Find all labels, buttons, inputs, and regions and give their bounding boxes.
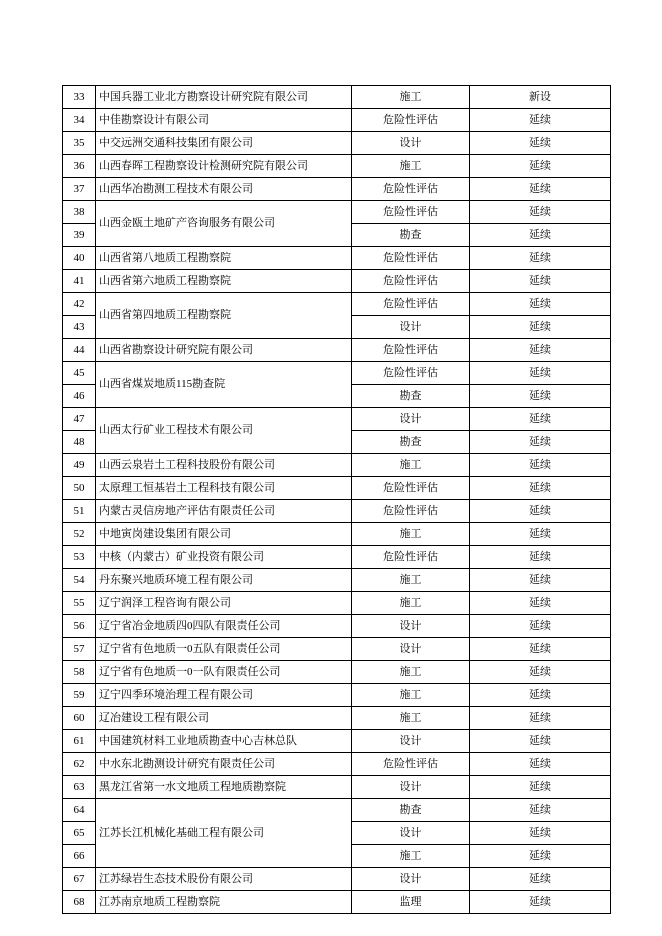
company-name-cell: 江苏长江机械化基础工程有限公司 (96, 799, 352, 868)
status-cell: 延续 (470, 799, 611, 822)
qualification-type-cell: 危险性评估 (352, 293, 470, 316)
table-row (63, 546, 611, 569)
status-cell: 延续 (470, 362, 611, 385)
status-cell: 延续 (470, 546, 611, 569)
table-row (63, 523, 611, 546)
company-name-cell: 中地寅岗建设集团有限公司 (96, 523, 352, 546)
table-row (63, 799, 611, 822)
row-number-cell: 58 (63, 661, 96, 684)
company-name-cell: 山西省勘察设计研究院有限公司 (96, 339, 352, 362)
row-number-cell: 43 (63, 316, 96, 339)
qualification-type-cell: 施工 (352, 569, 470, 592)
qualification-type-cell: 施工 (352, 523, 470, 546)
company-name-cell: 山西春晖工程勘察设计检测研究院有限公司 (96, 155, 352, 178)
qualification-type-cell: 施工 (352, 845, 470, 868)
table-row (63, 776, 611, 799)
company-name-cell: 太原理工恒基岩土工程科技有限公司 (96, 477, 352, 500)
company-name-cell: 山西华冶勘测工程技术有限公司 (96, 178, 352, 201)
qualification-type-cell: 设计 (352, 408, 470, 431)
company-name-cell: 山西太行矿业工程技术有限公司 (96, 408, 352, 454)
row-number-cell: 46 (63, 385, 96, 408)
table-row (63, 270, 611, 293)
table-row (63, 500, 611, 523)
row-number-cell: 40 (63, 247, 96, 270)
status-cell: 延续 (470, 868, 611, 891)
company-name-cell: 丹东聚兴地质环境工程有限公司 (96, 569, 352, 592)
status-cell: 延续 (470, 477, 611, 500)
table-row (63, 247, 611, 270)
qualification-type-cell: 设计 (352, 132, 470, 155)
qualification-type-cell: 监理 (352, 891, 470, 914)
status-cell: 延续 (470, 569, 611, 592)
table-row (63, 454, 611, 477)
qualification-type-cell: 施工 (352, 592, 470, 615)
status-cell: 延续 (470, 891, 611, 914)
status-cell: 延续 (470, 293, 611, 316)
row-number-cell: 57 (63, 638, 96, 661)
company-name-cell: 辽冶建设工程有限公司 (96, 707, 352, 730)
qualification-type-cell: 施工 (352, 86, 470, 109)
qualification-type-cell: 设计 (352, 776, 470, 799)
status-cell: 延续 (470, 638, 611, 661)
table-row (63, 661, 611, 684)
status-cell: 延续 (470, 201, 611, 224)
table-row (63, 730, 611, 753)
status-cell: 延续 (470, 684, 611, 707)
qualification-type-cell: 勘查 (352, 224, 470, 247)
qualification-type-cell: 设计 (352, 615, 470, 638)
table-row (63, 868, 611, 891)
qualification-type-cell: 危险性评估 (352, 247, 470, 270)
row-number-cell: 62 (63, 753, 96, 776)
company-name-cell: 辽宁省有色地质一0一队有限责任公司 (96, 661, 352, 684)
qualification-type-cell: 施工 (352, 155, 470, 178)
company-name-cell: 辽宁四季环境治理工程有限公司 (96, 684, 352, 707)
table-row (63, 362, 611, 385)
status-cell: 延续 (470, 270, 611, 293)
status-cell: 延续 (470, 615, 611, 638)
row-number-cell: 64 (63, 799, 96, 822)
row-number-cell: 53 (63, 546, 96, 569)
company-name-cell: 山西省第六地质工程勘察院 (96, 270, 352, 293)
qualification-type-cell: 施工 (352, 454, 470, 477)
qualification-type-cell: 设计 (352, 316, 470, 339)
company-name-cell: 中国建筑材料工业地质勘查中心吉林总队 (96, 730, 352, 753)
status-cell: 延续 (470, 109, 611, 132)
qualification-type-cell: 勘查 (352, 431, 470, 454)
qualification-type-cell: 勘查 (352, 799, 470, 822)
row-number-cell: 65 (63, 822, 96, 845)
table-row (63, 293, 611, 316)
status-cell: 延续 (470, 661, 611, 684)
company-name-cell: 中交远洲交通科技集团有限公司 (96, 132, 352, 155)
qualification-table-body (63, 86, 611, 914)
row-number-cell: 52 (63, 523, 96, 546)
qualification-type-cell: 危险性评估 (352, 477, 470, 500)
status-cell: 延续 (470, 730, 611, 753)
status-cell: 延续 (470, 431, 611, 454)
company-name-cell: 山西省第四地质工程勘察院 (96, 293, 352, 339)
table-row (63, 638, 611, 661)
company-name-cell: 内蒙古灵信房地产评估有限责任公司 (96, 500, 352, 523)
row-number-cell: 41 (63, 270, 96, 293)
status-cell: 延续 (470, 132, 611, 155)
company-name-cell: 江苏绿岩生态技术股份有限公司 (96, 868, 352, 891)
row-number-cell: 48 (63, 431, 96, 454)
table-row (63, 753, 611, 776)
row-number-cell: 35 (63, 132, 96, 155)
row-number-cell: 63 (63, 776, 96, 799)
table-row (63, 408, 611, 431)
table-row (63, 339, 611, 362)
row-number-cell: 61 (63, 730, 96, 753)
company-name-cell: 山西省煤炭地质115勘查院 (96, 362, 352, 408)
row-number-cell: 33 (63, 86, 96, 109)
status-cell: 新设 (470, 86, 611, 109)
row-number-cell: 37 (63, 178, 96, 201)
status-cell: 延续 (470, 753, 611, 776)
status-cell: 延续 (470, 592, 611, 615)
qualification-type-cell: 施工 (352, 684, 470, 707)
company-name-cell: 山西云泉岩土工程科技股份有限公司 (96, 454, 352, 477)
qualification-type-cell: 危险性评估 (352, 201, 470, 224)
qualification-type-cell: 危险性评估 (352, 109, 470, 132)
row-number-cell: 39 (63, 224, 96, 247)
qualification-type-cell: 设计 (352, 730, 470, 753)
status-cell: 延续 (470, 155, 611, 178)
table-row (63, 86, 611, 109)
table-row (63, 569, 611, 592)
company-name-cell: 辽宁润泽工程咨询有限公司 (96, 592, 352, 615)
table-row (63, 155, 611, 178)
table-row (63, 178, 611, 201)
company-name-cell: 辽宁省有色地质一0五队有限责任公司 (96, 638, 352, 661)
row-number-cell: 42 (63, 293, 96, 316)
status-cell: 延续 (470, 247, 611, 270)
status-cell: 延续 (470, 178, 611, 201)
qualification-type-cell: 危险性评估 (352, 178, 470, 201)
qualification-type-cell: 施工 (352, 661, 470, 684)
status-cell: 延续 (470, 385, 611, 408)
status-cell: 延续 (470, 316, 611, 339)
status-cell: 延续 (470, 454, 611, 477)
table-row (63, 592, 611, 615)
company-name-cell: 江苏南京地质工程勘察院 (96, 891, 352, 914)
table-row (63, 891, 611, 914)
qualification-type-cell: 危险性评估 (352, 339, 470, 362)
status-cell: 延续 (470, 224, 611, 247)
row-number-cell: 68 (63, 891, 96, 914)
row-number-cell: 34 (63, 109, 96, 132)
row-number-cell: 47 (63, 408, 96, 431)
qualification-type-cell: 危险性评估 (352, 362, 470, 385)
qualification-type-cell: 设计 (352, 638, 470, 661)
table-row (63, 477, 611, 500)
company-name-cell: 辽宁省冶金地质四0四队有限责任公司 (96, 615, 352, 638)
row-number-cell: 67 (63, 868, 96, 891)
row-number-cell: 36 (63, 155, 96, 178)
row-number-cell: 45 (63, 362, 96, 385)
qualification-type-cell: 设计 (352, 868, 470, 891)
row-number-cell: 66 (63, 845, 96, 868)
qualification-type-cell: 危险性评估 (352, 270, 470, 293)
table-row (63, 132, 611, 155)
qualification-table (62, 85, 611, 914)
status-cell: 延续 (470, 845, 611, 868)
row-number-cell: 59 (63, 684, 96, 707)
company-name-cell: 中水东北勘测设计研究有限责任公司 (96, 753, 352, 776)
row-number-cell: 51 (63, 500, 96, 523)
qualification-type-cell: 危险性评估 (352, 500, 470, 523)
qualification-type-cell: 危险性评估 (352, 753, 470, 776)
qualification-type-cell: 勘查 (352, 385, 470, 408)
row-number-cell: 55 (63, 592, 96, 615)
row-number-cell: 56 (63, 615, 96, 638)
status-cell: 延续 (470, 523, 611, 546)
status-cell: 延续 (470, 408, 611, 431)
company-name-cell: 山西金瓯土地矿产咨询服务有限公司 (96, 201, 352, 247)
company-name-cell: 中核（内蒙古）矿业投资有限公司 (96, 546, 352, 569)
company-name-cell: 山西省第八地质工程勘察院 (96, 247, 352, 270)
row-number-cell: 49 (63, 454, 96, 477)
qualification-type-cell: 设计 (352, 822, 470, 845)
company-name-cell: 中国兵器工业北方勘察设计研究院有限公司 (96, 86, 352, 109)
row-number-cell: 54 (63, 569, 96, 592)
qualification-type-cell: 危险性评估 (352, 546, 470, 569)
row-number-cell: 60 (63, 707, 96, 730)
status-cell: 延续 (470, 500, 611, 523)
status-cell: 延续 (470, 339, 611, 362)
table-row (63, 684, 611, 707)
company-name-cell: 中佳勘察设计有限公司 (96, 109, 352, 132)
table-row (63, 707, 611, 730)
row-number-cell: 50 (63, 477, 96, 500)
row-number-cell: 38 (63, 201, 96, 224)
status-cell: 延续 (470, 822, 611, 845)
table-row (63, 615, 611, 638)
table-row (63, 109, 611, 132)
row-number-cell: 44 (63, 339, 96, 362)
status-cell: 延续 (470, 776, 611, 799)
qualification-type-cell: 施工 (352, 707, 470, 730)
table-row (63, 201, 611, 224)
status-cell: 延续 (470, 707, 611, 730)
company-name-cell: 黑龙江省第一水文地质工程地质勘察院 (96, 776, 352, 799)
